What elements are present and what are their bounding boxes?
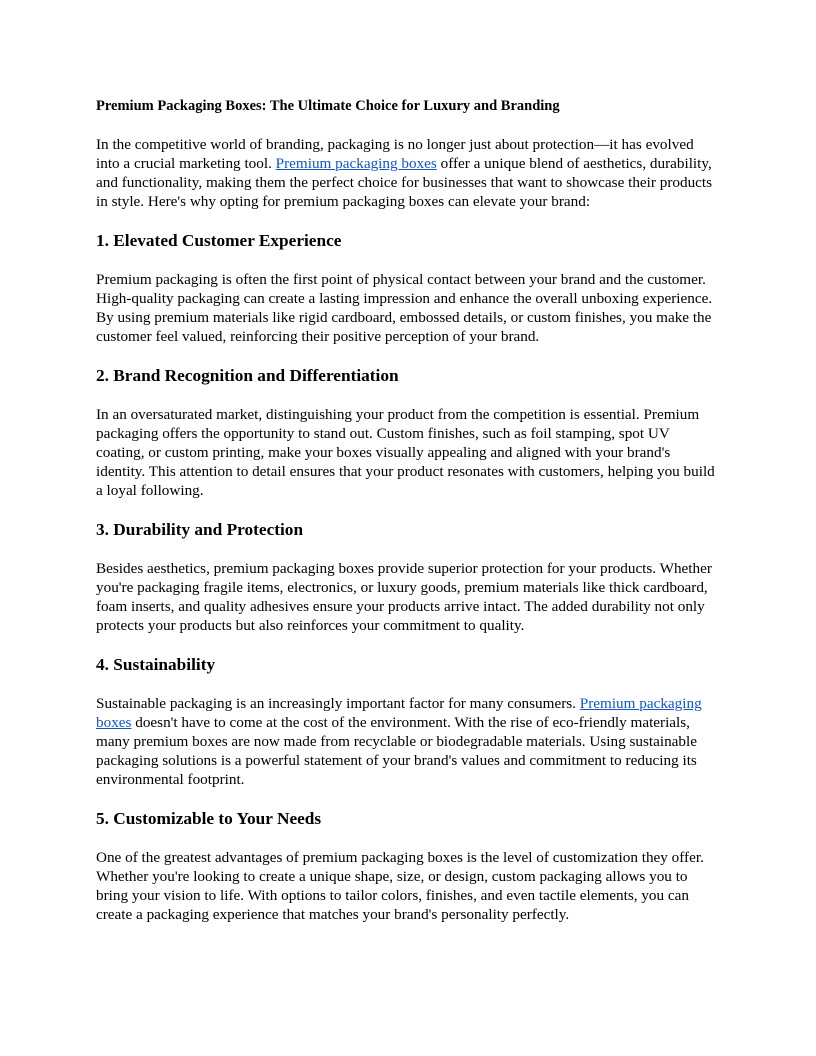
intro-paragraph xyxy=(96,135,720,211)
section-heading: 2. Brand Recognition and Differentiation xyxy=(96,366,399,385)
premium-packaging-boxes-link[interactable]: Premium packaging boxes xyxy=(96,695,702,731)
section-body: Premium packaging is often the first point of physical contact between your brand and the customer. High-quality packaging can create a lasting impression and enhance the overall unboxing experience. By using premium materials like rigid cardboard, embossed details, or custom finishes, you make the customer feel valued, reinforcing their positive perception of your brand. xyxy=(96,271,713,345)
section-customizable xyxy=(96,808,720,924)
section-heading: 5. Customizable to Your Needs xyxy=(96,809,322,828)
section-durability xyxy=(96,519,720,635)
section-sustainability xyxy=(96,654,720,789)
document-page xyxy=(96,96,720,943)
section-body: In an oversaturated market, distinguishing your product from the competition is essential. Premium packaging offers the opportunity to stand out. Custom finishes, such as foil stamping, spot UV coating, or custom printing, make your boxes visually appealing and aligned with your brand's identity. This attention to detail ensures that your product resonates with customers, helping you build a loyal following. xyxy=(96,406,715,499)
section-heading: 4. Sustainability xyxy=(96,655,216,674)
document-title: Premium Packaging Boxes: The Ultimate Choice for Luxury and Branding xyxy=(96,98,560,114)
section-body xyxy=(96,694,720,789)
premium-packaging-boxes-link[interactable]: Premium packaging boxes xyxy=(275,155,437,172)
section-customer-experience xyxy=(96,230,720,346)
section-body: Besides aesthetics, premium packaging boxes provide superior protection for your products. Whether you're packaging fragile items, electronics, or luxury goods, premium materials like thick cardboard, foam inserts, and quality adhesives ensure your products arrive intact. The added durability not only protects your products but also reinforces your commitment to quality. xyxy=(96,560,712,634)
sustainability-text-after-link: doesn't have to come at the cost of the environment. With the rise of eco-friendly materials, many premium boxes are now made from recyclable or biodegradable materials. Using sustainable packaging solutions is a powerful statement of your brand's values and commitment to reducing its environmental footprint. xyxy=(96,714,697,788)
sustainability-text-before-link: Sustainable packaging is an increasingly important factor for many consumers. xyxy=(96,695,580,712)
section-brand-recognition xyxy=(96,365,720,500)
intro-text-after-link: offer a unique blend of aesthetics, durability, and functionality, making them the perfect choice for businesses that want to showcase their products in style. Here's why opting for premium packaging boxes can elevate your brand: xyxy=(96,155,713,210)
section-heading: 3. Durability and Protection xyxy=(96,520,304,539)
intro-text-before-link: In the competitive world of branding, packaging is no longer just about protection—it has evolved into a crucial marketing tool. xyxy=(96,136,694,172)
section-body: One of the greatest advantages of premium packaging boxes is the level of customization they offer. Whether you're looking to create a unique shape, size, or design, custom packaging allows you to bring your vision to life. With options to tailor colors, finishes, and even tactile elements, you can create a packaging experience that matches your brand's personality perfectly. xyxy=(96,849,704,923)
section-heading: 1. Elevated Customer Experience xyxy=(96,231,342,250)
